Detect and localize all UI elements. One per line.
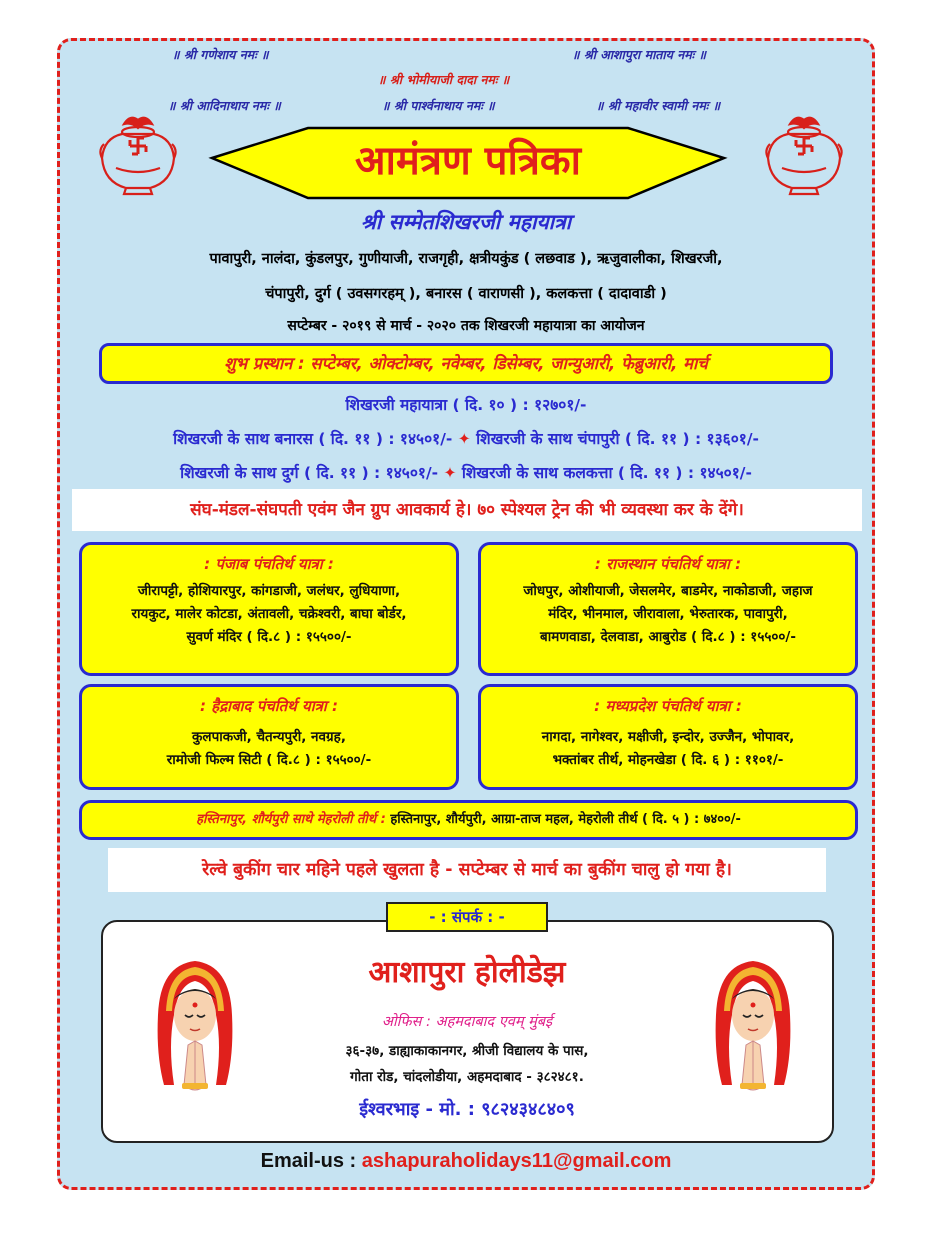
namaste-lady-icon-right — [708, 955, 798, 1105]
tour-rajasthan-line-1: जोधपुर, ओशीयाजी, जेसलमेर, बाडमेर, नाकोडाजी, जहाज — [523, 583, 813, 599]
tour-hyderabad-line-1: कुलपाकजी, चैतन्यपुरी, नवग्रह, — [192, 729, 346, 745]
tour-punjab-line-3: सुवर्ण मंदिर ( दि.८ ) : १५५००/- — [186, 629, 352, 645]
departure-text: शुभ प्रस्थान : सप्टेम्बर, ओक्टोम्बर, नवेम्बर, डिसेम्बर, जान्युआरी, फेब्रुआरी, मार्च — [224, 354, 708, 373]
tour-box-mp — [478, 684, 858, 790]
kalash-icon-left — [96, 110, 180, 196]
email-line — [60, 1150, 872, 1173]
price-kolkata: शिखरजी के साथ कलकत्ता ( दि. ११ ) : १४५०१/- — [461, 464, 752, 482]
schedule-line: सप्टेम्बर - २०१९ से मार्च - २०२० तक शिखरजी महायात्रा का आयोजन — [287, 318, 645, 334]
phone-line: ईश्वरभाइ - मो. : ९८२४३४८४०९ — [359, 1099, 575, 1120]
company-name: आशापुरा होलीडेझ — [368, 955, 566, 990]
tour-mp-line-2: भक्तांबर तीर्थ, मोहनखेडा ( दि. ६ ) : ११०१/- — [552, 752, 784, 768]
contact-heading: - : संपर्क : - — [429, 908, 505, 926]
namaste-lady-icon-left — [150, 955, 240, 1105]
tour-title-punjab: : पंजाब पंचतिर्थ यात्रा : — [204, 555, 334, 573]
price-durg: शिखरजी के साथ दुर्ग ( दि. ११ ) : १४५०१/- — [180, 464, 439, 482]
special-train-band — [72, 489, 862, 531]
price-champapuri: शिखरजी के साथ चंपापुरी ( दि. ११ ) : १३६०१/- — [476, 430, 759, 448]
tour-box-punjab — [79, 542, 459, 676]
tour-box-rajasthan — [478, 542, 858, 676]
price-main: शिखरजी महायात्रा ( दि. १० ) : १२७०१/- — [345, 396, 587, 414]
kalash-icon-right — [762, 110, 846, 196]
email-address[interactable]: ashapuraholidays11@gmail.com — [361, 1150, 672, 1172]
tour-title-mp: : मध्यप्रदेश पंचतिर्थ यात्रा : — [594, 697, 742, 715]
mantra-adinath: ॥ श्री आदिनाथाय नमः ॥ — [168, 98, 281, 113]
special-train-text: संघ-मंडल-संघपती एवंम जैन ग्रुप आवकार्य हे। ७० स्पेश्यल ट्रेन की भी व्यवस्था कर के देंगे। — [190, 500, 744, 520]
tour-mp-line-1: नागदा, नागेश्वर, मक्षीजी, इन्दोर, उज्जैन, भोपावर, — [541, 729, 795, 745]
tour-punjab-line-1: जीरापट्टी, होशियारपुर, कांगडाजी, जलंधर, लुधियाणा, — [137, 583, 401, 599]
mantra-ganesh: ॥ श्री गणेशाय नमः ॥ — [172, 47, 269, 62]
places-line-2: चंपापुरी, दुर्ग ( उवसगरहम् ), बनारस ( वाराणसी ), कलकत्ता ( दादावाडी ) — [265, 286, 667, 302]
tour-rajasthan-line-3: बामणवाडा, देलवाडा, आबुरोड ( दि.८ ) : १५५००/- — [540, 629, 796, 645]
tour-hastinapur-text: हस्तिनापुर, शौर्यपुरी, आग्रा-ताज महल, मेहरोली तीर्थ ( दि. ५ ) : ७४००/- — [390, 812, 741, 827]
price-banaras: शिखरजी के साथ बनारस ( दि. ११ ) : १४५०१/- — [173, 430, 453, 448]
star-icon: ✦ — [457, 430, 471, 448]
email-label: Email-us : — [260, 1150, 357, 1172]
address-line-2: गोता रोड, चांदलोडीया, अहमदाबाद - ३८२४८१. — [350, 1069, 584, 1085]
tour-box-hastinapur — [79, 800, 858, 840]
price-row-1 — [60, 427, 872, 449]
price-row-2 — [60, 461, 872, 483]
yatra-subtitle: श्री सम्मेतशिखरजी महायात्रा — [360, 210, 572, 234]
mantra-parshwanath: ॥ श्री पार्श्वनाथाय नमः ॥ — [382, 98, 495, 113]
tour-title-rajasthan: : राजस्थान पंचतिर्थ यात्रा : — [594, 555, 742, 573]
departure-box — [99, 343, 833, 384]
railway-note-band — [108, 848, 826, 892]
page-title: आमंत्रण पत्रिका — [355, 138, 581, 184]
tour-hastinapur-label: हस्तिनापुर, शौर्यपुरी साथे मेहरोली तीर्थ : — [196, 812, 386, 827]
tour-title-hyderabad: : हैद्राबाद पंचतिर्थ यात्रा : — [200, 697, 338, 715]
tour-box-hyderabad — [79, 684, 459, 790]
tour-rajasthan-line-2: मंदिर, भीनमाल, जीरावाला, भेरुतारक, पावापुरी, — [548, 606, 788, 622]
mantra-bhomiya: ॥ श्री भोमीयाजी दादा नमः ॥ — [378, 72, 510, 87]
mantra-mahavir: ॥ श्री महावीर स्वामी नमः ॥ — [596, 98, 721, 113]
places-line-1: पावापुरी, नालंदा, कुंडलपुर, गुणीयाजी, राजगृही, क्षत्रीयकुंड ( लछवाड ), ऋजुवालीका, शिखरजी, — [209, 251, 723, 267]
tour-punjab-line-2: रायकुट, मालेर कोटडा, अंतावली, चक्रेश्वरी, बाघा बोर्डर, — [131, 606, 407, 622]
office-line: ओफिस : अहमदाबाद एवम् मुंबई — [381, 1014, 553, 1030]
tour-hyderabad-line-2: रामोजी फिल्म सिटी ( दि.८ ) : १५५००/- — [166, 752, 372, 768]
address-line-1: ३६-३७, डाह्याकाकानगर, श्रीजी विद्यालय के पास, — [345, 1043, 589, 1059]
star-icon: ✦ — [443, 464, 457, 482]
mantra-ashapura: ॥ श्री आशापुरा माताय नमः ॥ — [572, 47, 707, 62]
railway-note: रेल्वे बुकींग चार महिने पहले खुलता है - सप्टेम्बर से मार्च का बुकींग चालु हो गया है। — [202, 860, 732, 880]
contact-heading-box — [386, 902, 548, 932]
